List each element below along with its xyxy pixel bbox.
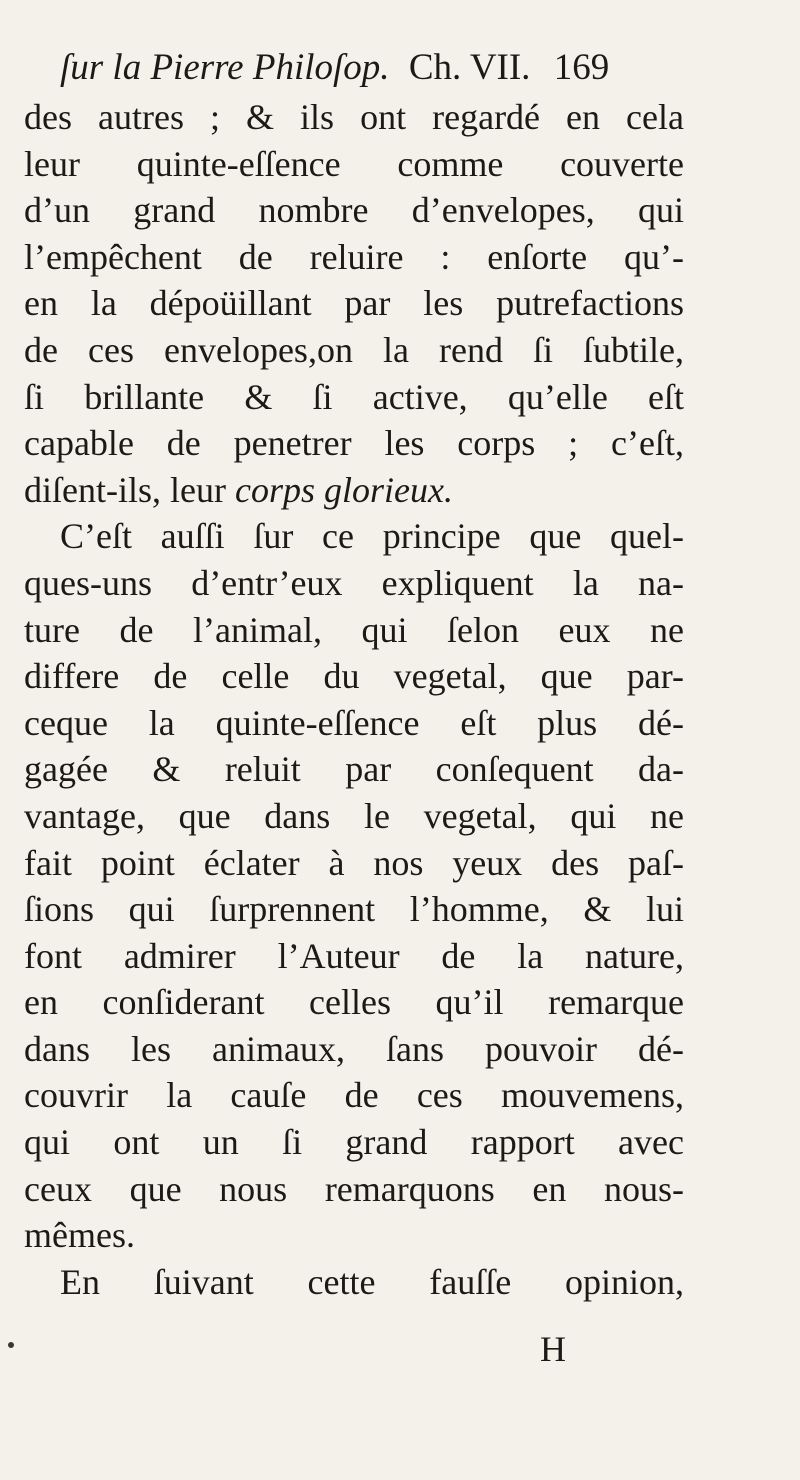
- text-line-with-italic: [24, 467, 684, 514]
- chapter-number: Ch. VII.: [408, 47, 531, 88]
- text-line: gagée & reluit par conſequent da-: [24, 749, 684, 790]
- text-line: en conſiderant celles qu’il remarque: [24, 982, 684, 1023]
- text-line: dans les animaux, ſans pouvoir dé-: [24, 1028, 684, 1069]
- paragraph-first-line: C’eſt auſſi ſur ce principe que quel-: [60, 516, 684, 557]
- text-line: ſi brillante & ſi active, qu’elle eſt: [24, 376, 684, 417]
- text-line: diſent-ils, leur: [24, 469, 226, 510]
- italic-phrase: corps glorieux.: [234, 469, 453, 510]
- text-line: en la dépoüillant par les putrefactions: [24, 283, 684, 324]
- text-line: vantage, que dans le vegetal, qui ne: [24, 795, 684, 836]
- body-text: [24, 94, 684, 1305]
- text-line: ture de l’animal, qui ſelon eux ne: [24, 609, 684, 650]
- text-line: leur quinte-eſſence comme couverte: [24, 143, 684, 184]
- text-line: capable de penetrer les corps ; c’eſt,: [24, 423, 684, 464]
- text-line: qui ont un ſi grand rapport avec: [24, 1122, 684, 1163]
- running-title: ſur la Pierre Philoſop.: [60, 47, 390, 88]
- page-number: 169: [553, 47, 610, 88]
- text-line: ques-uns d’entr’eux expliquent la na-: [24, 562, 684, 603]
- ink-speck: [8, 1342, 14, 1348]
- text-line: d’un grand nombre d’envelopes, qui: [24, 190, 684, 231]
- text-line: differe de celle du vegetal, que par-: [24, 656, 684, 697]
- text-line: ceque la quinte-eſſence eſt plus dé-: [24, 702, 684, 743]
- text-line: ceux que nous remarquons en nous-: [24, 1168, 684, 1209]
- text-line: des autres ; & ils ont regardé en cela: [24, 97, 684, 137]
- paragraph-first-line: En ſuivant cette fauſſe opinion,: [60, 1261, 684, 1302]
- text-line: l’empêchent de reluire : enſorte qu’-: [24, 236, 684, 277]
- text-line: mêmes.: [24, 1215, 135, 1256]
- text-line: couvrir la cauſe de ces mouvemens,: [24, 1075, 684, 1116]
- text-line: ſions qui ſurprennent l’homme, & lui: [24, 889, 684, 930]
- text-line: fait point éclater à nos yeux des paſ-: [24, 842, 684, 883]
- text-line: font admirer l’Auteur de la nature,: [24, 935, 684, 976]
- catchword: H: [540, 1329, 566, 1369]
- text-line: de ces envelopes,on la rend ſi ſubtile,: [24, 329, 684, 370]
- running-header: [60, 42, 700, 94]
